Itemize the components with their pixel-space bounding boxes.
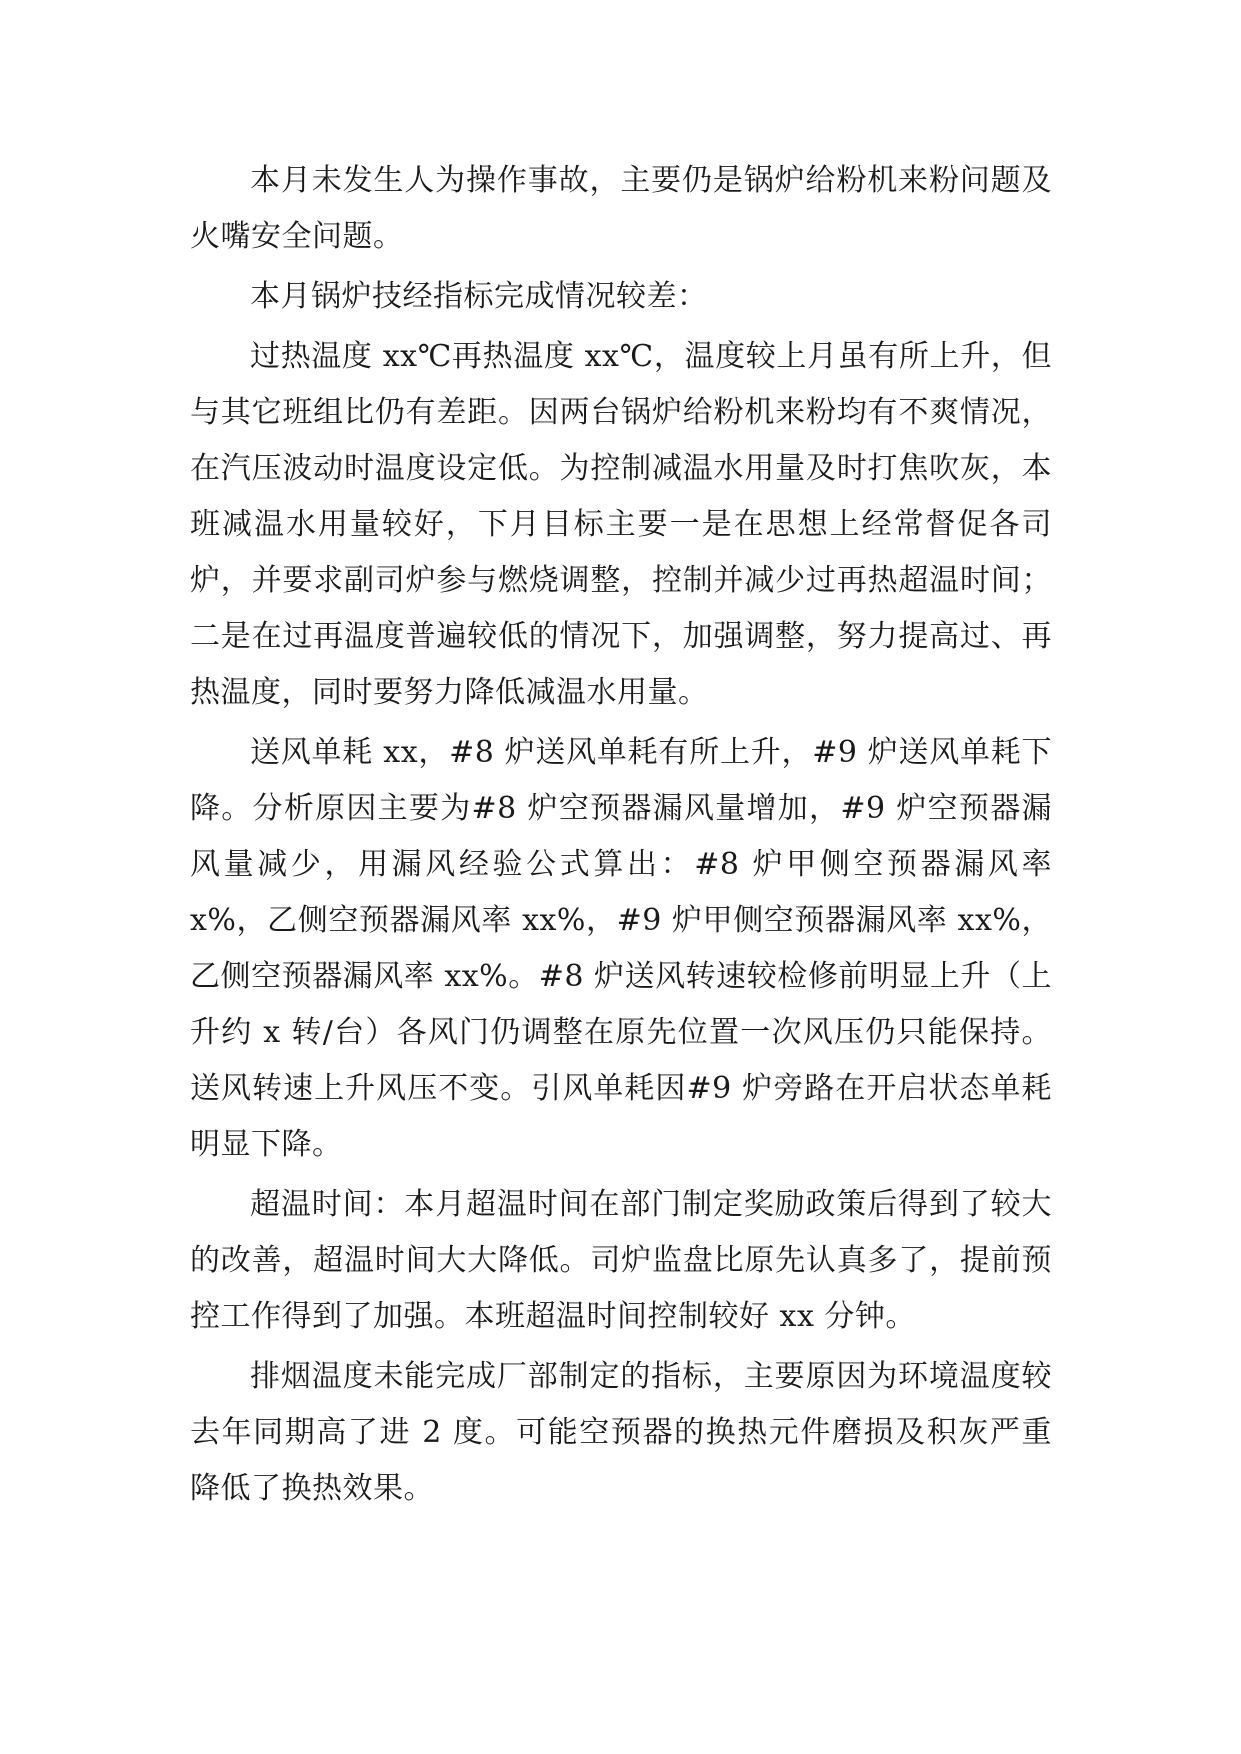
paragraph-accidents: 本月未发生人为操作事故，主要仍是锅炉给粉机来粉问题及火嘴安全问题。 [190, 163, 1052, 254]
paragraph-temperature: 过热温度 xx℃再热温度 xx℃，温度较上月虽有所上升，但与其它班组比仍有差距。因两台锅炉给粉机来粉均有不爽情况，在汽压波动时温度设定低。为控制减温水用量及时打焦吹灰，本班减温水用量较好，下月目标主要一是在思想上经常督促各司炉，并要求副司炉参与燃烧调整，控制并减少过再热超温时间；二是在过再温度普遍较低的情况下，加强调整，努力提高过、再热温度，同时要努力降低减温水用量。 [190, 339, 1052, 710]
paragraph-overtemp-time: 超温时间：本月超温时间在部门制定奖励政策后得到了较大的改善，超温时间大大降低。司炉监盘比原先认真多了，提前预控工作得到了加强。本班超温时间控制较好 xx 分钟。 [190, 1187, 1052, 1334]
paragraph-indicators-intro: 本月锅炉技经指标完成情况较差： [250, 279, 708, 314]
paragraph-exhaust-temperature: 排烟温度未能完成厂部制定的指标，主要原因为环境温度较去年同期高了进 2 度。可能空预器的换热元件磨损及积灰严重降低了换热效果。 [190, 1359, 1052, 1506]
paragraph-air-supply: 送风单耗 xx，#8 炉送风单耗有所上升，#9 炉送风单耗下降。分析原因主要为#8 炉空预器漏风量增加，#9 炉空预器漏风量减少，用漏风经验公式算出：#8 炉甲侧空预器漏风率 x%，乙侧空预器漏风率 xx%，#9 炉甲侧空预器漏风率 xx%，乙侧空预器漏风率 xx%。#8 炉送风转速较检修前明显上升（上升约 x 转/台）各风门仍调整在原先位置一次风压仍只能保持。送风转速上升风压不变。引风单耗因#9 炉旁路在开启状态单耗明显下降。 [190, 735, 1052, 1162]
document-body [190, 153, 1052, 1517]
